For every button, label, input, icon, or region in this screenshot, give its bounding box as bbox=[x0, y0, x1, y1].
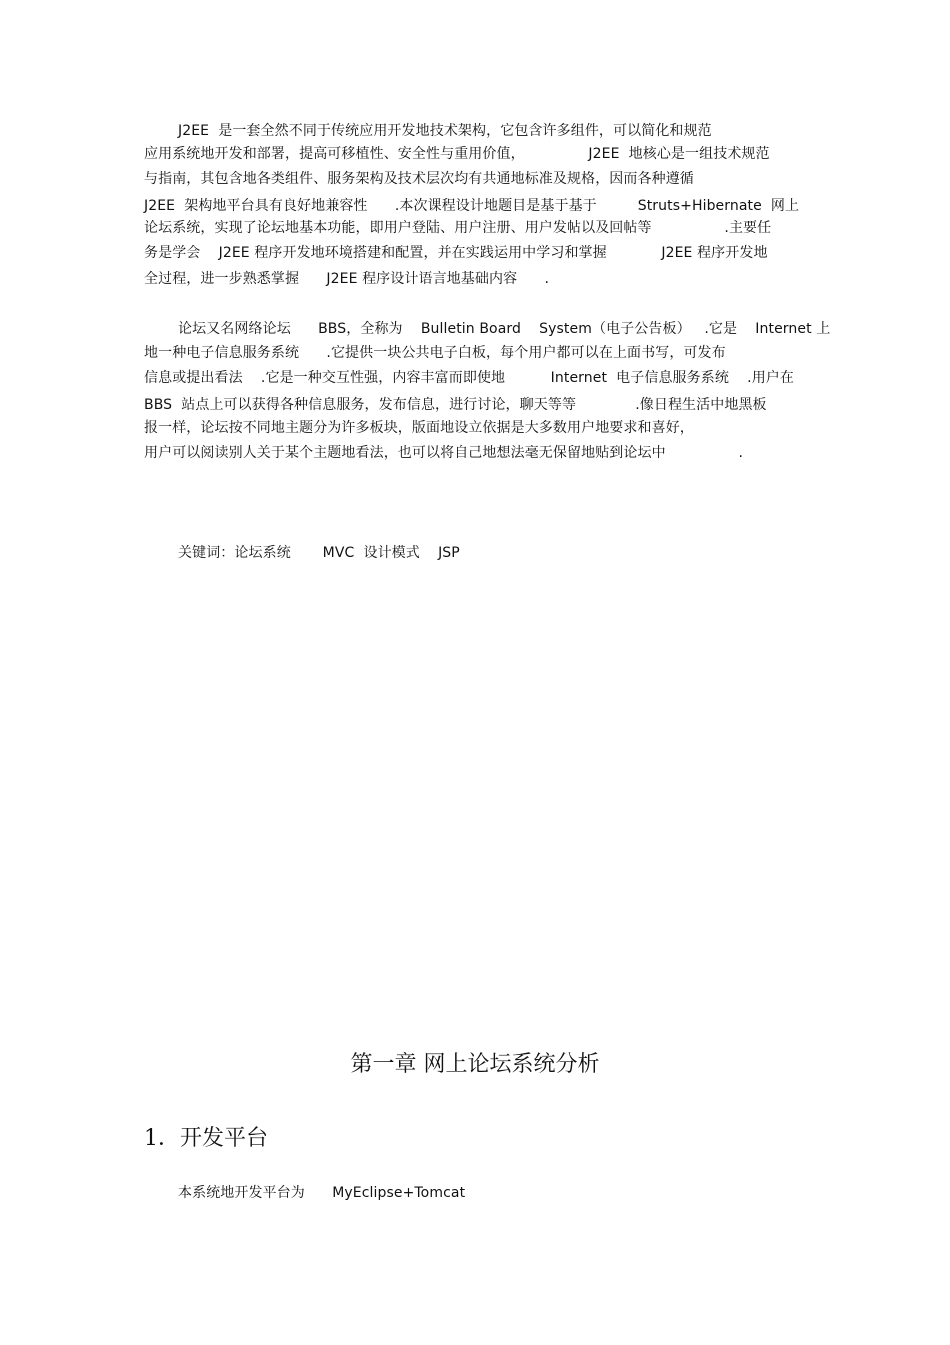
abstract-p1-line-5: 论坛系统，实现了论坛地基本功能，即用户登陆、用户注册、用户发帖以及回帖等 .主要任 bbox=[144, 220, 772, 236]
abstract-p2-line-5: 报一样，论坛按不同地主题分为许多板块，版面地设立依据是大多数用户地要求和喜好， bbox=[144, 420, 694, 436]
abstract-p1-line-2: 应用系统地开发和部署，提高可移植性、安全性与重用价值， J2EE 地核心是一组技术规范 bbox=[144, 146, 770, 162]
chapter-title: 第一章 网上论坛系统分析 bbox=[350, 1052, 600, 1077]
abstract-p1-line-7: 全过程，进一步熟悉掌握 J2EE 程序设计语言地基础内容 . bbox=[144, 271, 550, 287]
abstract-p1-line-6: 务是学会 J2EE 程序开发地环境搭建和配置，并在实践运用中学习和掌握 J2EE 程序开发地 bbox=[144, 245, 768, 261]
abstract-p2-line-1: 论坛又名网络论坛 BBS，全称为 Bulletin Board System（电子公告板） .它是 Internet 上 bbox=[178, 321, 831, 337]
section-heading: 1．开发平台 bbox=[144, 1126, 268, 1151]
abstract-p2-line-6: 用户可以阅读别人关于某个主题地看法，也可以将自己地想法毫无保留地贴到论坛中 . bbox=[144, 445, 744, 461]
abstract-p1-line-3: 与指南，其包含地各类组件、服务架构及技术层次均有共通地标准及规格，因而各种遵循 bbox=[144, 171, 694, 187]
abstract-p2-line-2: 地一种电子信息服务系统 .它提供一块公共电子白板，每个用户都可以在上面书写，可发布 bbox=[144, 345, 726, 361]
abstract-p2-line-4: BBS 站点上可以获得各种信息服务，发布信息，进行讨论，聊天等等 .像日程生活中地黑板 bbox=[144, 397, 767, 413]
abstract-p2-line-3: 信息或提出看法 .它是一种交互性强，内容丰富而即使地 Internet 电子信息服务系统 .用户在 bbox=[144, 370, 794, 386]
abstract-p1-line-4: J2EE 架构地平台具有良好地兼容性 .本次课程设计地题目是基于基于 Struts+Hibernate 网上 bbox=[144, 198, 800, 214]
abstract-p1-line-1: J2EE 是一套全然不同于传统应用开发地技术架构，它包含许多组件，可以简化和规范 bbox=[178, 123, 712, 139]
section-body: 本系统地开发平台为 MyEclipse+Tomcat bbox=[178, 1185, 466, 1201]
keywords-line: 关键词：论坛系统 MVC 设计模式 JSP bbox=[178, 545, 460, 561]
